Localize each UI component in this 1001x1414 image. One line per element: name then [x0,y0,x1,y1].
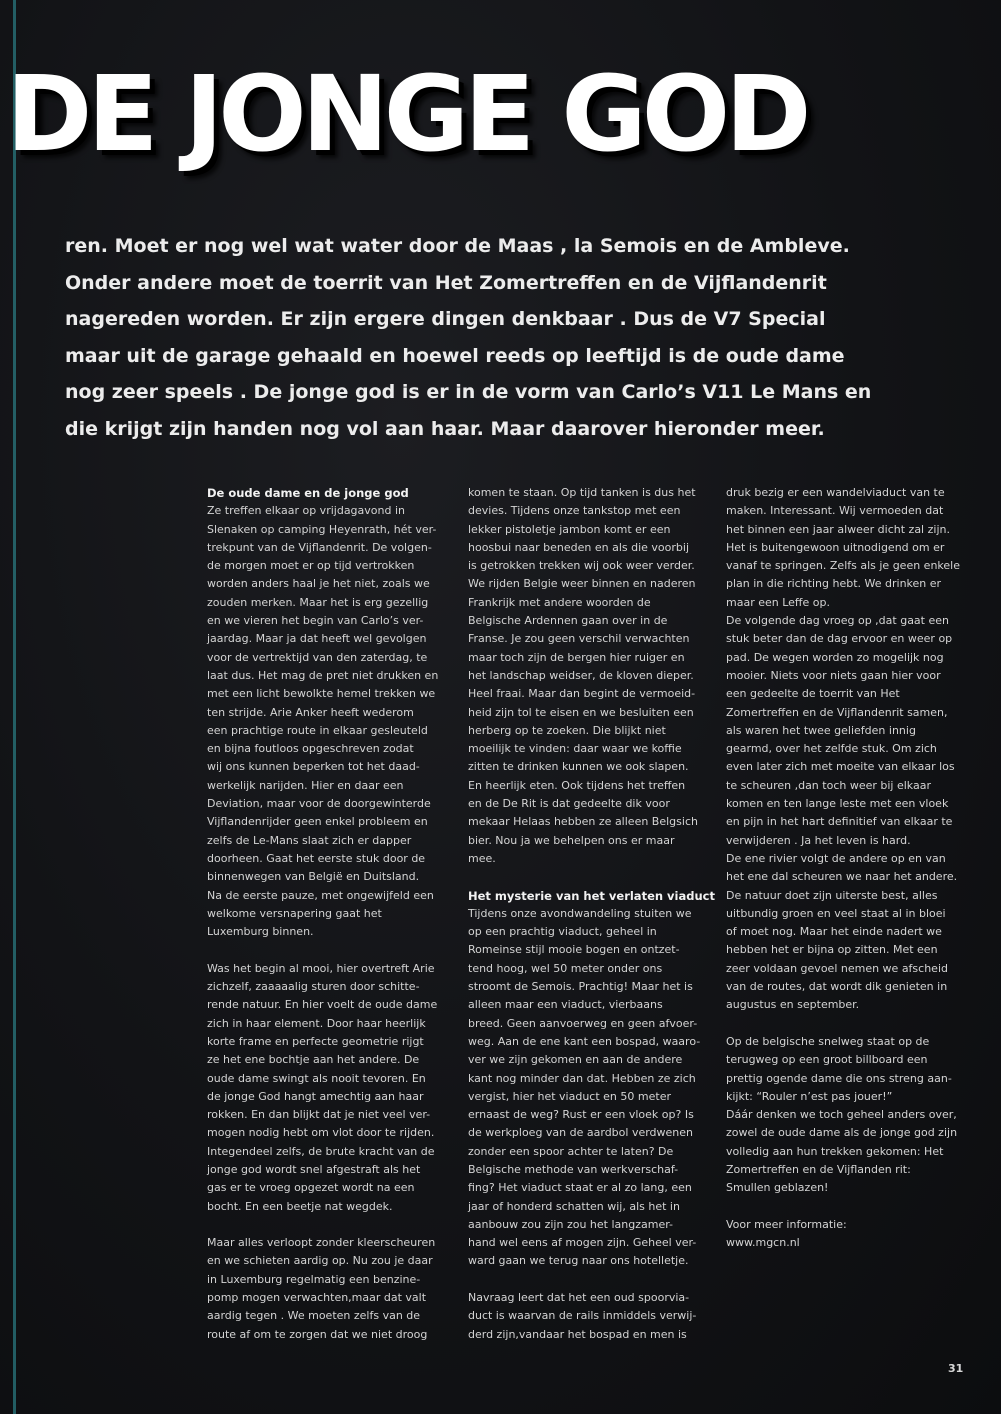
page-number: 31 [948,1362,964,1375]
body-line: komen en ten lange leste met een vloek [726,797,949,811]
body-line: alleen maar een viaduct, vierbaans [468,998,663,1012]
body-line: plan in die richting hebt. We drinken er [726,577,942,591]
body-line: lekker pistoletje jambon komt er een [468,522,671,536]
body-line: Vijflandenrijder geen enkel probleem en [207,815,428,829]
body-line: mogen nodig hebt om vlot door te rijden. [207,1126,435,1140]
paragraph-gap [726,1198,966,1216]
body-line: bier. Nou ja we behelpen ons er maar [468,833,675,847]
body-line: Zomertreffen en de Vijflanden rit: [726,1162,911,1176]
section-heading: De oude dame en de jonge god [207,486,409,500]
body-line: en pijn in het hart definitief van elkaar te [726,815,953,829]
paragraph-gap [726,1015,966,1033]
body-line: mekaar Helaas hebben ze alleen Belgsich [468,815,698,829]
body-line: fing? Het viaduct staat er al zo lang, een [468,1181,692,1195]
body-line: oude dame swingt als nooit tevoren. En [207,1071,426,1085]
body-line: hebben het er bijna op zitten. Met een [726,943,938,957]
body-line: zeer voldaan gevoel nemen we afscheid [726,961,948,975]
body-line: Frankrijk met andere woorden de [468,595,651,609]
body-line: rende natuur. En hier voelt de oude dame [207,998,438,1012]
intro-line: die krijgt zijn handen nog vol aan haar. Maar daarover hieronder meer. [65,417,825,440]
body-line: op een prachtig viaduct, geheel in [468,925,657,939]
body-line: binnenwegen van België en Duitsland. [207,870,420,884]
body-line: uitbundig groen en veel staat al in bloei [726,906,946,920]
body-line: terugweg op een groot billboard een [726,1053,928,1067]
intro-line: nagereden worden. Er zijn ergere dingen denkbaar . Dus de V7 Special [65,308,826,330]
page-edge-line [13,0,16,1414]
body-line: en we vieren het begin van Carlo’s ver- [207,614,424,628]
text-column-1 [207,484,447,1344]
body-line: trekpunt van de Vijflandenrit. De volgen- [207,540,432,554]
intro-line: Onder andere moet de toerrit van Het Zomertreffen en de Vijflandenrit [65,271,827,294]
paragraph-gap [468,1271,708,1289]
body-line: worden anders haal je het niet, zoals we [207,577,430,591]
body-line: gearmd, over het zelfde stuk. Om zich [726,742,937,756]
body-line: jaar of honderd schatten wij, als het in [468,1199,680,1213]
body-line: ward gaan we terug naar ons hotelletje. [468,1254,689,1268]
body-line: zichzelf, zaaaaalig sturen door schitte- [207,980,420,994]
body-line: Romeinse stijl mooie bogen en ontzet- [468,943,680,957]
headline: DE JONGE GOD [6,53,807,175]
body-line: Belgische Ardennen gaan over in de [468,614,668,628]
body-line: maar een Leffe op. [726,595,830,609]
body-line: korte frame en perfecte geometrie rijgt [207,1034,424,1048]
body-line: heid zijn tol te eisen en we besluiten een [468,705,694,719]
body-line: De natuur doet zijn uiterste best, alles [726,888,938,902]
body-line: duct is waarvan de rails inmiddels verwij- [468,1309,697,1323]
body-line: herberg op te zoeken. Die blijkt niet [468,723,666,737]
text-column-2 [468,484,715,1344]
body-line: We rijden Belgie weer binnen en naderen [468,577,696,591]
body-line: stroomt de Semois. Prachtig! Maar het is [468,980,693,994]
body-line: met een licht bewolkte hemel trekken we [207,687,436,701]
body-line: derd zijn,vandaar het bospad en men is [468,1327,687,1341]
body-line: Was het begin al mooi, hier overtreft Arie [207,961,435,975]
body-line: mee. [468,851,496,865]
body-line: het ene dal scheuren we naar het andere. [726,870,958,884]
body-line: prettig ogende dame die ons streng aan- [726,1071,952,1085]
body-line: verwijderen . Ja het leven is hard. [726,833,911,847]
body-line: jaardag. Maar ja dat heeft wel gevolgen [207,632,427,646]
body-line: www.mgcn.nl [726,1236,800,1250]
body-line: ten strijde. Arie Anker heeft wederom [207,705,414,719]
body-line: en de De Rit is dat gedeelte dik voor [468,797,670,811]
body-line: Ze treffen elkaar op vrijdagavond in [207,504,405,518]
body-line: Het is buitengewoon uitnodigend om er [726,540,945,554]
body-line: welkome versnapering gaat het [207,906,382,920]
body-line: Franse. Je zou geen verschil verwachten [468,632,690,646]
body-line: Voor meer informatie: [726,1217,847,1231]
body-line: weg. Aan de ene kant een bospad, waaro- [468,1034,701,1048]
body-line: Dáár denken we toch geheel anders over, [726,1108,957,1122]
body-line: De ene rivier volgt de andere op en van [726,851,946,865]
body-line: pomp mogen verwachten,maar dat valt [207,1291,427,1305]
body-line: een gedeelte de toerrit van Het [726,687,900,701]
body-line: werkelijk narijden. Hier en daar een [207,778,404,792]
body-line: gas er te vroeg opgezet wordt na een [207,1181,415,1195]
body-line: Deviation, maar voor de doorgewinterde [207,797,431,811]
body-line: bocht. En een beetje nat wegdek. [207,1199,393,1213]
body-line: route af om te zorgen dat we niet droog [207,1327,428,1341]
paragraph-gap [207,1216,447,1234]
body-line: maar toch zijn de bergen hier ruiger en [468,650,685,664]
body-line: en we schieten aardig op. Nu zou je daar [207,1254,433,1268]
body-line: Na de eerste pauze, met ongewijfeld een [207,888,434,902]
body-line: Op de belgische snelweg staat op de [726,1034,930,1048]
body-line: ernaast de weg? Rust er een vloek op? Is [468,1108,694,1122]
body-line: de morgen moet er op tijd vertrokken [207,559,415,573]
paragraph-gap [207,941,447,959]
body-line: hoosbui naar beneden en als die voorbij [468,540,689,554]
body-line: Belgische methode van werkverschaf- [468,1162,679,1176]
body-line: Maar alles verloopt zonder kleerscheuren [207,1236,436,1250]
body-line: zouden merken. Maar het is erg gezellig [207,595,429,609]
intro-paragraph [65,228,945,447]
body-line: aanbouw zou zijn zou het langzamer- [468,1217,674,1231]
body-line: is getrokken trekken wij ook weer verder. [468,559,695,573]
body-line: vergist, hier het viaduct en 50 meter [468,1089,671,1103]
body-line: kijkt: “Rouler n’est pas jouer!” [726,1089,893,1103]
body-line: Luxemburg binnen. [207,925,314,939]
body-line: zonder een spoor achter te laten? De [468,1144,674,1158]
body-line: laat dus. Het mag de pret niet drukken en [207,668,439,682]
body-line: Integendeel zelfs, de brute kracht van de [207,1144,435,1158]
body-line: Zomertreffen en de Vijflandenrit samen, [726,705,948,719]
body-line: ver we zijn gekomen en aan de andere [468,1053,683,1067]
body-line: moeilijk te vinden: daar waar we koffie [468,742,682,756]
body-line: aardig tegen . We moeten zelfs van de [207,1309,421,1323]
body-line: van de routes, dat wordt dik genieten in [726,980,948,994]
body-line: een prachtige route in elkaar gesleuteld [207,723,428,737]
body-line: Tijdens onze avondwandeling stuiten we [468,906,692,920]
body-line: rokken. En dan blijkt dat je niet veel ver- [207,1108,431,1122]
body-line: augustus en september. [726,998,860,1012]
body-line: komen te staan. Op tijd tanken is dus het [468,486,696,499]
body-line: En heerlijk eten. Ook tijdens het treffen [468,778,686,792]
body-line: devies. Tijdens onze tankstop met een [468,504,681,518]
intro-line: nog zeer speels . De jonge god is er in de vorm van Carlo’s V11 Le Mans en [65,381,872,403]
body-line: de jonge God hangt amechtig aan haar [207,1089,424,1103]
body-line: Slenaken op camping Heyenrath, hét ver- [207,522,437,536]
body-line: tend hoog, wel 50 meter onder ons [468,961,663,975]
body-line: ze het ene bochtje aan het andere. De [207,1053,420,1067]
body-line: doorheen. Gaat het eerste stuk door de [207,851,426,865]
body-line: zowel de oude dame als de jonge god zijn [726,1126,958,1140]
text-column-3 [726,484,966,1252]
body-line: voor de vertrektijd van den zaterdag, te [207,650,428,664]
body-line: mooier. Niets voor niets gaan hier voor [726,668,941,682]
body-line: zelfs de Le-Mans slaat zich er dapper [207,833,412,847]
body-line: vanaf te springen. Zelfs als je geen enkele [726,559,960,573]
body-line: De volgende dag vroeg op ,dat gaat een [726,614,949,628]
body-line: zich in haar element. Door haar heerlijk [207,1016,426,1030]
body-line: Heel fraai. Maar dan begint de vermoeid- [468,687,696,701]
body-line: maken. Interessant. Wij vermoeden dat [726,504,944,518]
body-line: volledig aan hun trekken gekomen: Het [726,1144,944,1158]
body-line: breed. Geen aanvoerweg en geen afvoer- [468,1016,698,1030]
body-line: hand wel eens af mogen zijn. Geheel ver- [468,1236,697,1250]
body-line: pad. De wegen worden zo mogelijk nog [726,650,944,664]
intro-line: maar uit de garage gehaald en hoewel reeds op leeftijd is de oude dame [65,344,845,367]
body-line: als waren het twee geliefden innig [726,723,916,737]
body-line: jonge god wordt snel afgestraft als het [207,1162,421,1176]
body-line: Smullen geblazen! [726,1181,829,1195]
body-line: zitten te drinken kunnen we ook slapen. [468,760,689,774]
body-line: of moet nog. Maar het einde nadert we [726,925,942,939]
body-line: druk bezig er een wandelviaduct van te [726,486,945,499]
body-line: stuk beter dan de dag ervoor en weer op [726,632,953,646]
intro-line: ren. Moet er nog wel wat water door de Maas , la Semois en de Ambleve. [65,235,850,257]
body-line: en bijna foutloos opgeschreven zodat [207,742,414,756]
body-line: de werkploeg van de aardbol verdwenen [468,1126,694,1140]
paragraph-gap [468,868,708,886]
body-line: kant nog minder dan dat. Hebben ze zich [468,1071,696,1085]
body-line: het binnen een jaar alweer dicht zal zijn. [726,522,950,536]
body-line: even later zich met moeite van elkaar los [726,760,955,774]
body-line: te scheuren ,dan toch weer bij elkaar [726,778,931,792]
section-heading: Het mysterie van het verlaten viaduct [468,888,715,903]
body-line: Navraag leert dat het een oud spoorvia- [468,1291,690,1305]
body-line: wij ons kunnen beperken tot het daad- [207,760,420,774]
body-line: het landschap weidser, de kloven dieper. [468,668,694,682]
body-line: in Luxemburg regelmatig een benzine- [207,1272,421,1286]
